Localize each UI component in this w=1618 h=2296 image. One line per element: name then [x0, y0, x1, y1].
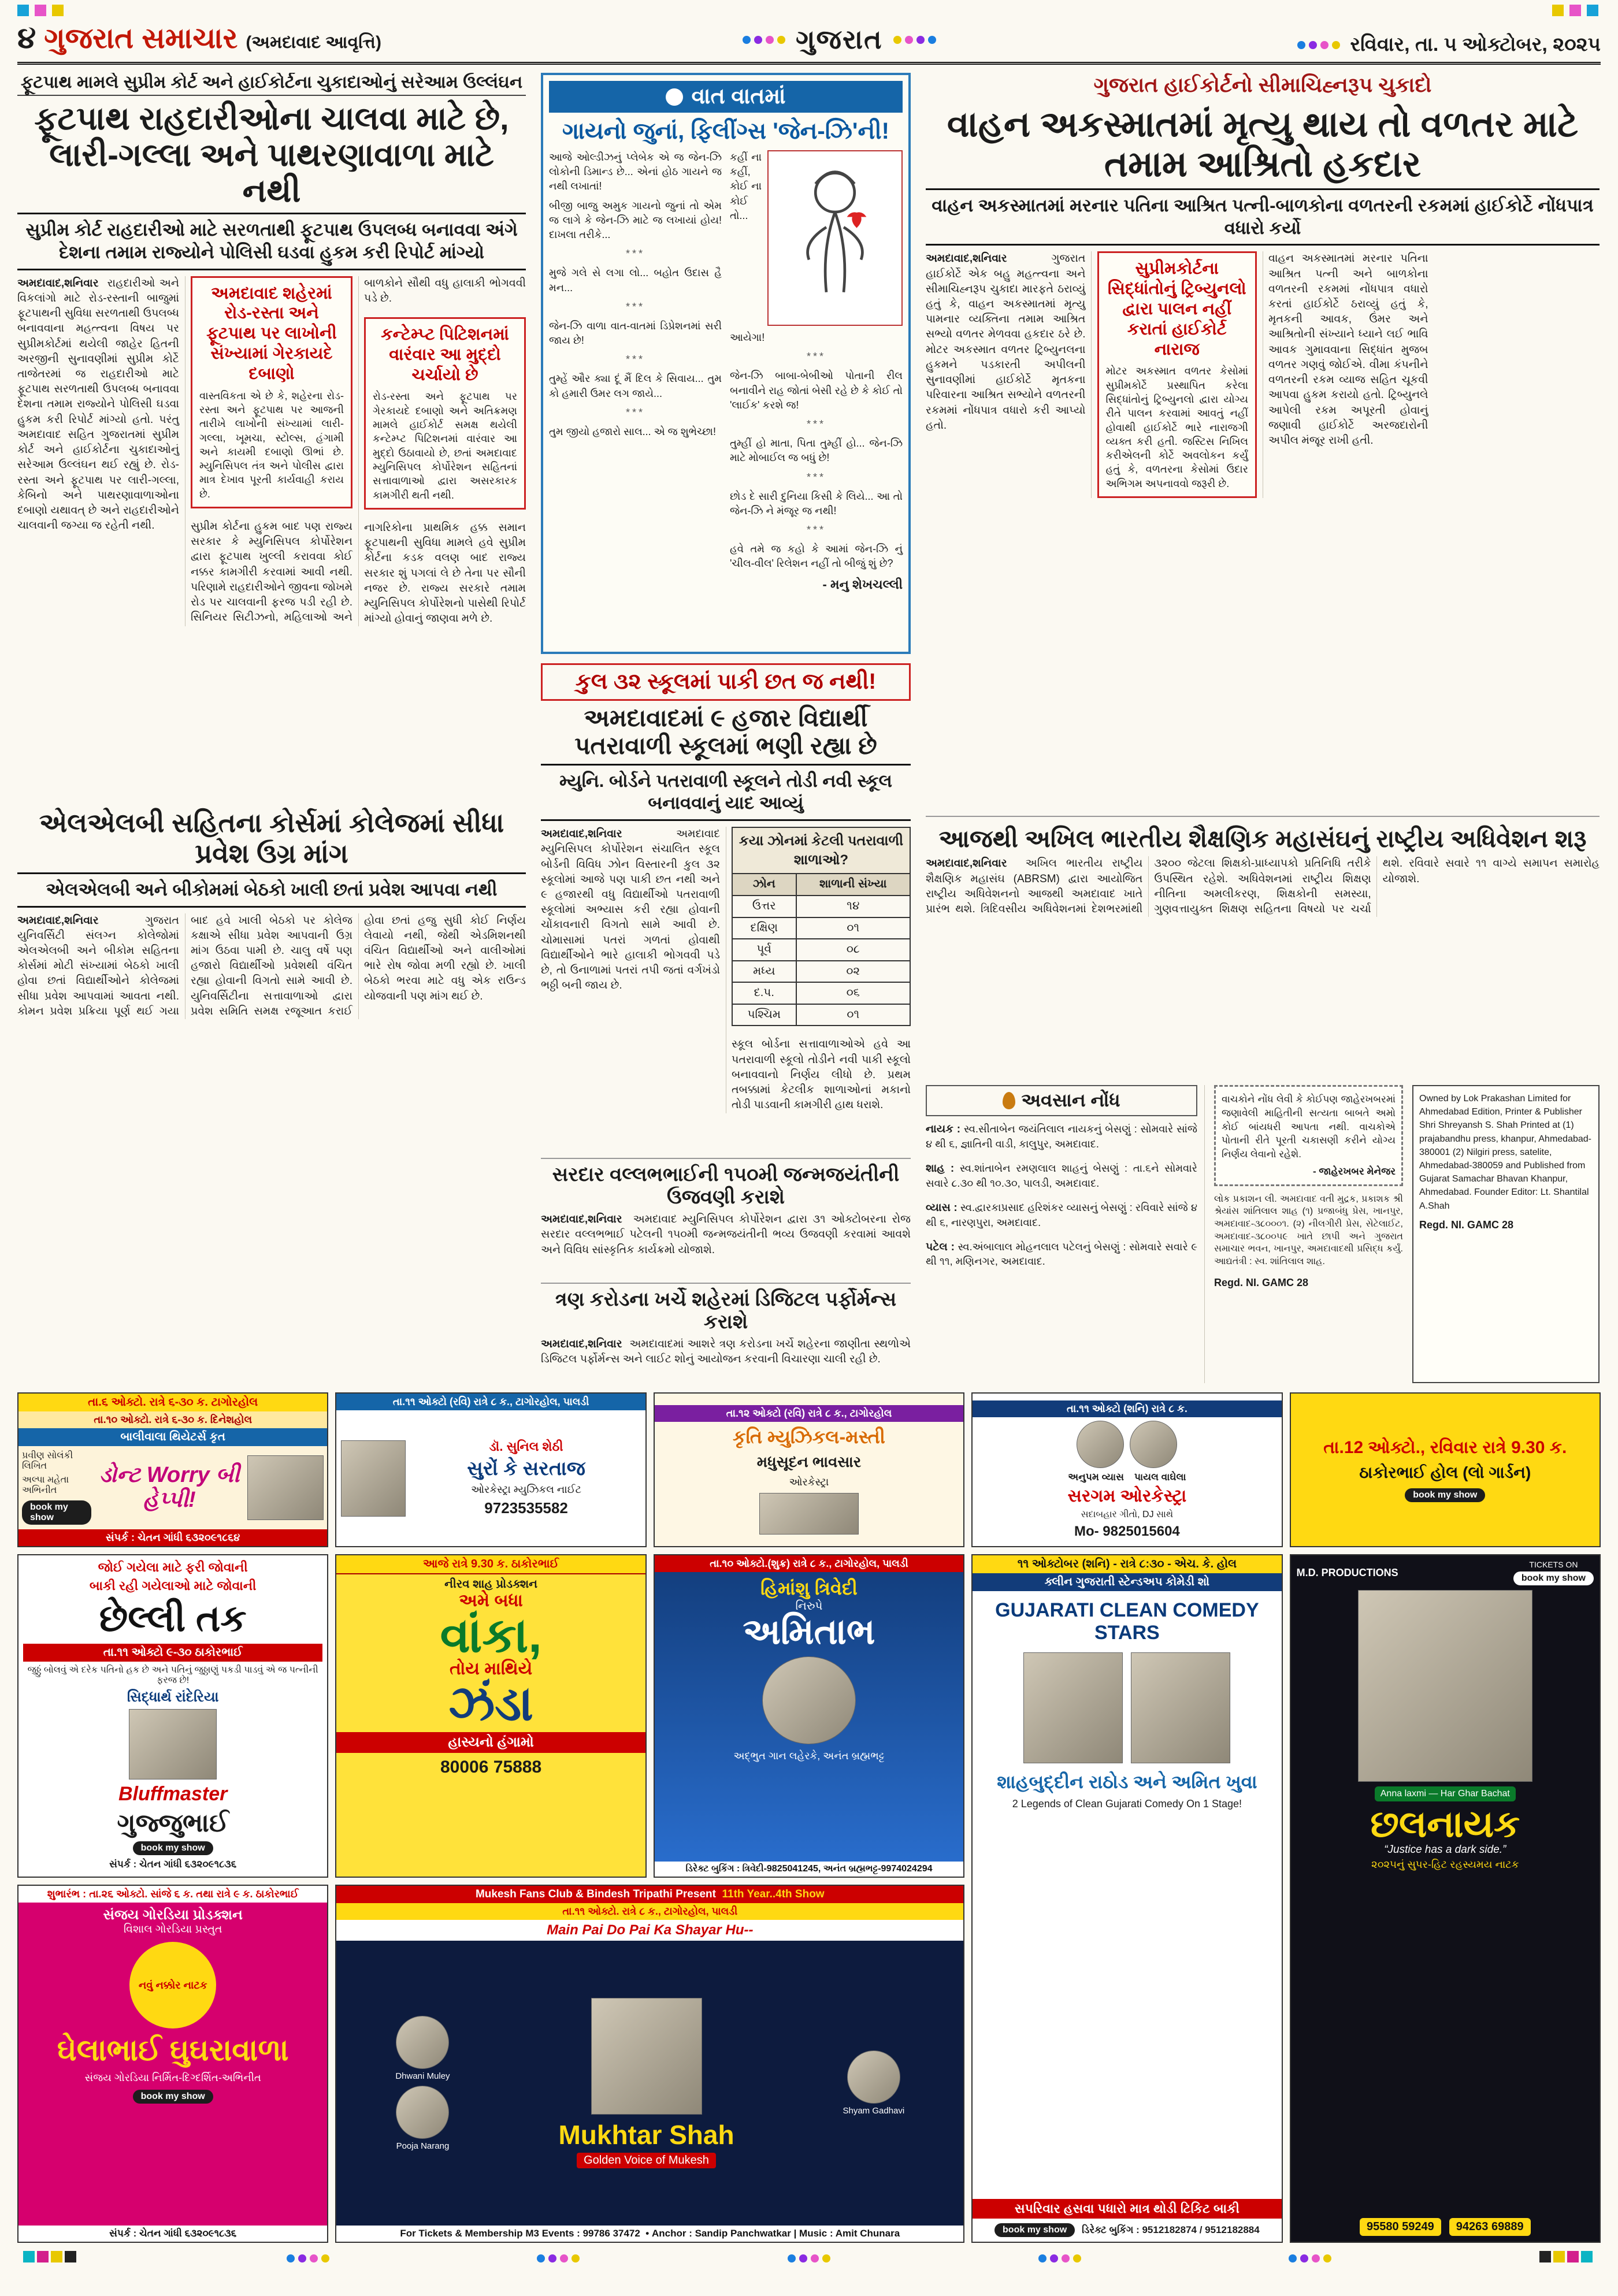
contact-strip: સંપર્ક : ચેતન ગાંધી ૬૩૨૦૯૧૮૩૬ [18, 2226, 327, 2242]
artist-name: Mukhtar Shah [558, 2120, 734, 2150]
superhit-line: ૨૦૨૫નું સુપર-હિટ રહસ્યમય નાટક [1371, 1859, 1519, 1871]
ad-chhalnayak-header [1290, 1392, 1601, 1547]
ad-photo [129, 1709, 217, 1779]
ad-photo [396, 2016, 449, 2069]
schools-subhead: મ્યુનિ. બોર્ડને પતરાવાળી સ્કૂલને તોડી નવી સ્કૂલ બનાવવાનું યાદ આવ્યું [541, 764, 911, 822]
article-footpath [17, 73, 526, 795]
singer [395, 2016, 450, 2151]
contact-strip: સંપર્ક : ચેતન ગાંધી ૬૩૨૦૯૧૮૬૪ [18, 1529, 327, 1546]
comedy-band: હાસ્યનો હંગામો [336, 1732, 645, 1753]
page-number: ૪ [17, 21, 36, 55]
singer [843, 2050, 904, 2116]
vaat-label: વાત વાતમાં [691, 84, 786, 109]
tagline-en: 2 Legends of Clean Gujarati Comedy On 1 Stage! [1012, 1798, 1242, 1810]
adhiveshan-body [926, 856, 1600, 917]
artist-name: પાયલ વાઘેલા [1134, 1471, 1186, 1483]
show-year: 11th Year..4th Show [722, 1888, 825, 1900]
ad-date-strip: તા.૧૧ ઓક્ટો (રવિ) રાત્રે ૮ ક., ટાગોરહોલ, પાલડી [336, 1394, 645, 1410]
singer-name: Dhwani Muley [395, 2071, 450, 2081]
ad-photo [762, 1656, 856, 1744]
ad-date-strip: તા.૧૧ ઓક્ટો ૯-૩૦ ઠાકોરભાઈ [23, 1644, 322, 1662]
digital-headline: ત્રણ કરોડના ખર્ચે શહેરમાં ડિજિટલ પર્ફોર્મન્સ કરાશે [555, 1288, 897, 1333]
tickets-label: TICKETS ON [1529, 1560, 1578, 1569]
adhiveshan-body-text: અખિલ ભારતીય રાષ્ટ્રીય શૈક્ષણિક મહાસંઘ (ABRSM) દ્વારા આયોજિત રાષ્ટ્રીય અધિવેશનનો આજથી અમદાવાદ ખાતે પ્રારંભ થશે. ત્રિદિવસીય અધિવેશનમાં દેશભરમાંથી ૩૨૦૦ જેટલા શિક્ષકો-પ્રાધ્યાપકો પ્રતિનિધિ તરીકે ઉપસ્થિત રહેશે. અધિવેશનમાં રાષ્ટ્રીય શિક્ષણ નીતિના અમલીકરણ, શિક્ષકોની સમસ્યા, ગુણવત્તાયુક્ત શિક્ષણ સહિતના વિષયો પર ચર્ચા થશે. રવિવારે સવારે ૧૧ વાગ્યે સમાપન સમારોહ યોજાશે. [926, 857, 1600, 915]
footpath-box2-body: રોડ-રસ્તા અને ફૂટપાથ પર ગેરકાયદે દબાણો અને અતિક્રમણ મામલે હાઈકોર્ટ સમક્ષ થયેલી કન્ટેમ્પ્ટ પિટિશનમાં વારંવાર આ મુદ્દો ઉઠાવાયો છે, છતાં અમદાવાદ મ્યુનિસિપલ કોર્પોરેશન સહિતનાં સત્તાવાળાઓ દ્વારા અસરકારક કામગીરી થતી નથી. [373, 391, 517, 501]
ad-suron-ke-sartaj [335, 1392, 646, 1547]
verse-line: તુમ જીયો હજારો સાલ... એ જ શુભેચ્છા! [549, 426, 716, 437]
verse-line: મુજે ગલે સે લગા લો... બહોત ઉદાસ હૈ મન... [549, 267, 722, 293]
verse-line: હવે તમે જ કહો કે આમાં જેન-ઝિ નું 'ચીલ-વીલ' રિલેશન નહીં તો બીજું શું છે? [730, 543, 903, 570]
dateline: અમદાવાદ,શનિવાર [541, 828, 622, 841]
verse-separator: *** [806, 471, 826, 483]
promo-line: બાકી રહી ગયેલાઓ માટે જોવાની [89, 1578, 257, 1593]
ad-date-strip: તા.૧૧ ઓક્ટો. રાત્રે ૮ ક., ટાગોરહોલ, પાલડી [336, 1903, 963, 1920]
footpath-body-1: રાહદારીઓ અને વિકલાંગો માટે રોડ-રસ્તાની બાજુમાં ફૂટપાથની સુવિધા સરળતાથી ઉપલબ્ધ બનાવવાના મહત્ત્વના વિષય પર સુપ્રીમકોર્ટમાં થયેલી જાહેર હિતની અરજીની સુનાવણીમાં સુપ્રીમ કોર્ટે તાજેતરમાં જ રાહદારીઓ માટે ફૂટપાથ સરળતાથી ઉપલબ્ધ બનાવવા દેશના તમામ રાજ્યોને પોલિસી ઘડવા હુકમ કરી રિપોર્ટ માંગ્યો હતો. પરંતુ અમદાવાદ સહિત ગુજરાતમાં સુપ્રીમ કોર્ટ અને હાઈકોર્ટના ચુકાદાઓનું સરેઆમ ઉલ્લંઘન થઈ રહ્યું છે. રોડ-રસ્તા અને ફૂટપાથ પર લારી-ગલ્લા, કેબિનો અને પાથરણાવાળાઓના દબાણો યથાવત્ છે અને રાહદારીઓને ચાલવાની જગ્યા જ રહેતી નથી. [17, 277, 180, 532]
table-row: ઉત્તર ૧૪ [732, 896, 910, 917]
table-row: પશ્ચિમ ૦૧ [732, 1004, 910, 1026]
imprint-english: Owned by Lok Prakashan Limited for Ahmedabad Edition, Printer & Publisher Shri Shreyansh S. Shah Printed at (1) prajabandhu press, khanpur, Ahmedabad-380001 (2) Nilgiri press, satelite, Ahmedabad-380059 and Published from Gujarat Samachar Bhavan Khanpur, Ahmedabad. Founder Editor: Lt. Shantilal A.Shah [1419, 1094, 1591, 1211]
accident-box-tribunal [1097, 251, 1257, 498]
verse-separator: *** [625, 354, 645, 366]
verse-line: આજે ઓલ્ડીઝનું પ્લેબેક એ જ જેન-ઝિ લોકોની ડિમાન્ડ છે... એનાં હોઠ ગાયને જ નથી લખાતાં! [549, 151, 722, 192]
ad-date-strip: તા.૧૨ ઓક્ટો (રવિ) રાત્રે ૮ ક., ટાગોરહોલ [655, 1405, 963, 1422]
obituary-entry: શાહ : સ્વ.શાંતાબેન રમણલાલ શાહનું બેસણું : તા.૬ને સોમવારે સવારે ૮.૩૦ થી ૧૦.૩૦, પાલડી, અમદાવાદ. [926, 1162, 1197, 1189]
play-title: ઘેલાભાઈ ઘુઘરાવાળા [57, 2034, 289, 2067]
play-title: ગુજ્જુભાઈ [117, 1809, 229, 1837]
zone-col-header: ઝોન [732, 874, 796, 896]
band-center [541, 73, 911, 1383]
ad-photo [1023, 1652, 1123, 1763]
show-subtitle: ઓરકેસ્ટ્રા [789, 1476, 829, 1488]
schools-body-text: અમદાવાદ મ્યુનિસિપલ કોર્પોરેશન સંચાલિત સ્કૂલ બોર્ડની વિવિધ ઝોન વિસ્તારની કુલ ૩૨ સ્કૂલોમાં આજે પણ પાકી છત નથી અને ૯ હજારથી વધુ વિદ્યાર્થીઓ પતરાવાળી સ્કૂલોમાં અભ્યાસ કરી રહ્યા હોવાની ચોંકાવનારી વિગતો સામે આવી છે. ચોમાસામાં પતરાં ગળતાં હોવાથી વિદ્યાર્થીઓને ભારે હાલાકી ભોગવવી પડે છે, તો ઉનાળામાં પતરાં તપી જતાં વર્ગખંડો ભઠ્ઠી બની જાય છે. [541, 828, 720, 992]
urgency-strip: સપરિવાર હસવા પધારો માત્ર થોડી ટિકિટ બાકી [973, 2199, 1281, 2219]
ad-date-strip: શુભારંભ : તા.૨૬ ઓક્ટો. સાંજે ૬ ક. તથા રાત્રે ૯ ક. ઠાકોરભાઈ [18, 1886, 327, 1903]
anchor-music-credits: Anchor : Sandip Panchwatkar | Music : Amit Chunara [651, 2228, 900, 2239]
writer-credit: પ્રવીણ સોલંકી લિખિત [22, 1451, 73, 1471]
actor-credit: અલ્પા મહેતા અભિનીત [22, 1475, 69, 1495]
regd-number-gu: Regd. NI. GAMC 28 [1214, 1277, 1309, 1289]
phone-number: 80006 75888 [440, 1758, 542, 1777]
comedian-photos [1023, 1652, 1230, 1763]
masthead [17, 15, 1601, 65]
ad-date-strip: ૧૧ ઓક્ટોબર (શનિ) - રાત્રે ૮:૩૦ - એચ. કે. હોલ [973, 1555, 1281, 1573]
article-accident [926, 73, 1600, 807]
article-sardar [541, 1158, 911, 1273]
ad-body [18, 1446, 327, 1529]
bookmyshow-logo: book my show [22, 1500, 91, 1525]
vaat-header-bar [549, 81, 903, 113]
color-dots-right [893, 36, 936, 44]
zone-table-title: કયા ઝોનમાં કેટલી પતરાવાળી શાળાઓ? [732, 827, 911, 873]
accident-body [926, 251, 1600, 498]
notice-body: વાચકોને નોંધ લેવી કે કોઈપણ જાહેરખબરમાં જણાવેલી માહિતીની સત્યતા બાબતે અમો કોઈ બાંયધરી આપતા નથી. વાચકોએ પોતાની રીતે પૂરતી ચકાસણી કરીને યોગ્ય નિર્ણય લેવાનો રહેશે. [1222, 1094, 1396, 1160]
footpath-box-encroachment [191, 276, 352, 508]
production-banner: બાલીવાલા થિયેટર્સ કૃત [18, 1428, 327, 1446]
faces-icon [666, 88, 683, 106]
masthead-left [17, 21, 381, 56]
ad-photo [1130, 1421, 1177, 1468]
registration-marks [17, 2251, 1601, 2265]
phone-number: 95580 59249 [1360, 2218, 1441, 2236]
artist-name: હિમાંશુ ત્રિવેદી [760, 1578, 858, 1599]
footpath-body [17, 276, 526, 627]
diya-icon [1003, 1092, 1015, 1109]
table-row: પૂર્વ ૦૮ [732, 939, 910, 961]
vaat-verses [549, 150, 903, 593]
ad-body [336, 1410, 645, 1546]
table-row: દ.પ. ૦૬ [732, 982, 910, 1004]
count-col-header: શાળાની સંખ્યા [796, 874, 910, 896]
obituary-section [926, 1085, 1205, 1383]
schools-body [541, 827, 911, 1113]
vaat-vaatma-box [541, 73, 911, 654]
ad-photo [396, 2086, 449, 2139]
show-title: સુરોં કે સરતાજ [467, 1458, 585, 1480]
phone-row [1354, 2212, 1537, 2242]
phone-number: 9723535582 [484, 1499, 568, 1517]
ad-photo [1131, 1652, 1230, 1763]
section-title-wrap [743, 24, 936, 56]
verse-line: તુમ્હેં ઔર ક્યા દૂં મૈં દિલ કે સિવાય... તુમ કો હમારી ઉમર લગ જાયે... [549, 373, 722, 399]
show-title: અમિતાભ [743, 1612, 875, 1652]
promo-line: જોઈ ગયેલા માટે ફરી જોવાની [98, 1560, 248, 1574]
band-left [17, 73, 526, 1383]
ad-chhalnayak [1290, 1554, 1601, 2243]
bookmyshow-logo: book my show [1405, 1488, 1485, 1502]
adhiveshan-headline: આજથી અખિલ ભારતીય શૈક્ષણિક મહાસંઘનું રાષ્ટ્રીય અધિવેશન શરૂ [938, 825, 1587, 852]
tickets-chip [1513, 1560, 1594, 1585]
production-credit: નીરવ શાહ પ્રોડક્શન [444, 1578, 538, 1591]
tickets-text: For Tickets & Membership M3 Events : 99786 37472 [400, 2228, 640, 2239]
obituary-title-bar [926, 1085, 1197, 1116]
singer-name: Pooja Narang [396, 2141, 450, 2151]
llb-subhead: એલએલબી અને બીકોમમાં બેઠકો ખાલી છતાં પ્રવેશ આપવા નથી [17, 872, 526, 908]
llb-body [17, 913, 526, 1020]
table-row: મધ્ય ૦૨ [732, 961, 910, 983]
ad-photo [847, 2050, 900, 2104]
venue: ઠાકોરભાઈ હોલ (લો ગાર્ડન) [1359, 1463, 1531, 1481]
presents-strip [336, 1886, 963, 1903]
vaat-left-column [549, 150, 722, 593]
ad-text [411, 1439, 640, 1517]
main-artist [558, 1998, 734, 2168]
cartoon-illustration [767, 150, 903, 326]
ad-date-strip: તા.૬ ઓક્ટો. રાત્રે ૬-૩૦ ક. ટાગોરહોલ [18, 1394, 327, 1411]
show-title: કૃતિ મ્યુઝિકલ-મસ્તી [733, 1426, 885, 1447]
actor-name: સિદ્ધાર્થ રાંદેરિયા [127, 1689, 219, 1705]
production-credit: સંજય ગોરડિયા પ્રોડક્શન [103, 1907, 243, 1923]
verse-separator: *** [806, 524, 826, 536]
color-dots-date [1297, 41, 1340, 49]
verse-line: છોડ દે સારી દુનિયા કિસી કે લિયે... આ તો જેન-ઝિ ને મંજૂર જ નથી! [730, 490, 903, 517]
accident-headline: વાહન અકસ્માતમાં મૃત્યુ થાય તો વળતર માટે તમામ આશ્રિતો હકદાર [947, 105, 1579, 185]
article-digital [541, 1283, 911, 1383]
vaat-right-column [730, 150, 903, 593]
issue-date: રવિવાર, તા. ૫ ઓક્ટોબર, ૨૦૨૫ [1350, 34, 1601, 55]
footpath-body-2: સુપ્રીમ કોર્ટના હુકમ બાદ પણ રાજ્ય સરકાર કે મ્યુનિસિપલ કોર્પોરેશન દ્વારા ફૂટપાથ ખુલ્લી કરાવવા કોઈ નક્કર કામગીરી કરવામાં આવી નથી. પરિણામે રાહદારીઓને જીવના જોખમે રોડ પર ચાલવાની ફરજ પડી રહી છે. સિનિયર સિટીઝનો, મહિલાઓ અને બાળકોને સૌથી વધુ હાલાકી ભોગવવી પડે છે. [191, 277, 526, 624]
tagline: સદાબહાર ગીતો, DJ સાથે [1081, 1509, 1174, 1519]
news-grid [17, 73, 1601, 1383]
article-adhiveshan [926, 816, 1600, 1076]
sardar-headline: સરદાર વલ્લભભાઈની ૧૫૦મી જન્મજયંતીની ઉજવણી કરાશે [552, 1164, 900, 1209]
artist-name: અનુપમ વ્યાસ [1068, 1471, 1124, 1483]
verse-separator: *** [806, 351, 826, 363]
ad-ghelabhai-ghughrawala [17, 1885, 328, 2243]
sub-credits: અદ્ભુત ગાન લહેરકે, અનંત બ્રહ્મભટ્ટ [733, 1750, 885, 1762]
title-part: અમે બધા [459, 1591, 523, 1610]
registration-marks-top-left [17, 5, 66, 16]
footpath-headline: ફૂટપાથ રાહદારીઓના ચાલવા માટે છે, લારી-ગલ્લા અને પાથરણાવાળા માટે નથી [34, 100, 509, 209]
verse-line: બીજી બાજુ અમુક ગાયનો જુનાં તો એમ જ લાગે કે જેન-ઝિ માટે જ લખાયાં હોય! દાખલા તરીકે... [549, 199, 722, 240]
title-part: વાંકા, [440, 1608, 542, 1662]
schools-zone-table [732, 827, 911, 1026]
notice-imprint-column [1214, 1085, 1403, 1383]
tickets-row [990, 2219, 1264, 2242]
section-title: ગુજરાત [795, 24, 883, 54]
dateline: અમદાવાદ,શનિવાર [17, 914, 99, 927]
phone-number: Mo- 9825015604 [1074, 1523, 1180, 1539]
verse-line: કહીં ના કહીં, કોઈ ના કોઈ તો... આયેગા! [730, 151, 765, 343]
presents-label: નિરુપે [795, 1600, 823, 1613]
accident-subhead: વાહન અકસ્માતમાં મરનાર પતિના આશ્રિત પત્ની-બાળકોના વળતરની રકમમાં હાઈકોર્ટે નોંધપાત્ર વધારો કર્યો [926, 188, 1600, 246]
regd-number-en: Regd. NI. GAMC 28 [1419, 1218, 1514, 1231]
show-subtitle: ઓરકેસ્ટ્રા મ્યુઝિકલ નાઈટ [471, 1484, 582, 1495]
contact-line: સંપર્ક : ચેતન ગાંધી ૬૩૨૦૯૧૮૩૬ [109, 1859, 237, 1870]
band-right [926, 73, 1600, 1383]
imprint-gujarati: લોક પ્રકાશન લી. અમદાવાદ વતી મુદ્રક, પ્રકાશક શ્રી શ્રેયાંસ શાંતિલાલ શાહ (૧) પ્રજાબંધુ પ્રેસ, ખાનપુર, અમદાવાદ-૩૮૦૦૦૧. (૨) નીલગીરી પ્રેસ, સેટેલાઈટ, અમદાવાદ-૩૮૦૦૫૯ ખાતે છાપી અને ગુજરાત સમાચાર ભવન, ખાનપુર, અમદાવાદથી પ્રસિદ્ધ કર્યું. આદ્યતંત્રી : સ્વ. શાંતિલાલ શાહ. [1214, 1194, 1403, 1266]
notice-sign: - જાહેરખબર મેનેજર [1313, 1165, 1396, 1177]
ad-mukhtar-shah [335, 1885, 964, 2243]
tickets-strip: For Tickets & Membership M3 Events : 99786 37472 • Anchor : Sandip Panchwatkar | Music : Amit Chunara [336, 2226, 963, 2242]
verse-separator: *** [625, 248, 645, 260]
accident-body-2: વાહન અકસ્માતમાં મરનાર પતિના આશ્રિત પત્ની અને બાળકોના વળતરની રકમમાં નોંધપાત્ર વધારો કરતાં હાઈકોર્ટે ઠરાવ્યું હતું કે, મૃતકની આવક, ઉંમર અને આશ્રિતોની સંખ્યાને ધ્યાને લઈ ભાવિ આવક ગુમાવવાના સિદ્ધાંત મુજબ વળતર ગણવું જોઈએ. વીમા કંપનીને વળતરની રકમ વ્યાજ સહિત ચૂકવી આપવા હુકમ કરાયો હતો. ટ્રિબ્યુનલે આપેલી રકમ અપૂરતી હોવાનું જણાવી હાઈકોર્ટે અરજદારોની અપીલ મંજૂર રાખી હતી. [1268, 252, 1428, 447]
bookmyshow-logo: book my show [133, 2090, 213, 2104]
llb-headline: એલએલબી સહિતના કોર્સમાં કોલેજમાં સીધા પ્રવેશ ઉગ્ર માંગ [39, 808, 504, 868]
ad-photo [759, 1493, 859, 1535]
show-type-band: ક્લીન ગુજરાતી સ્ટેન્ડઅપ કોમેડી શો [973, 1573, 1281, 1591]
color-dots-left [743, 36, 785, 44]
footpath-box1-title: અમદાવાદ શહેરમાં રોડ-રસ્તા અને ફૂટપાથ પર લાખોની સંખ્યામાં ગેરકાયદે દબાણો [206, 284, 337, 383]
orchestra-title: સરગમ ઓરકેસ્ટ્રા [1067, 1486, 1187, 1506]
sardar-body: અમદાવાદ મ્યુનિસિપલ કોર્પોરેશન દ્વારા ૩૧ ઓક્ટોબરના રોજ સરદાર વલ્લભભાઈ પટેલની ૧૫૦મી જન્મજયંતીની ભવ્ય ઉજવણી કરવામાં આવશે અને વિવિધ સાંસ્કૃતિક કાર્યક્રમો યોજાશે. [541, 1213, 911, 1256]
obituary-entry: વ્યાસ : સ્વ.દ્વારકાપ્રસાદ હરિશંકર વ્યાસનું બેસણું : રવિવારે સાંજે ૪ થી ૬, નારણપુરા, અમદાવાદ. [926, 1201, 1197, 1228]
accident-kicker: ગુજરાત હાઈકોર્ટનો સીમાચિહ્નરૂપ ચુકાદો [1093, 73, 1432, 96]
obituary-entry: નાયક : સ્વ.સીતાબેન જયંતિલાલ નાયકનું બેસણું : સોમવારે સાંજે ૪ થી ૬, જ્ઞાતિની વાડી, કાલુપુર, અમદાવાદ. [926, 1123, 1197, 1150]
footpath-kicker: ફૂટપાથ મામલે સુપ્રીમ કોર્ટ અને હાઈકોર્ટના ચુકાદાઓનું સરેઆમ ઉલ્લંઘન [17, 73, 526, 96]
ad-photo [247, 1455, 324, 1520]
ribbon: Golden Voice of Mukesh [577, 2153, 716, 2168]
presents-text: Mukesh Fans Club & Bindesh Tripathi Present [475, 1888, 716, 1900]
ad-date-strip: તા.૧૧ ઓક્ટો (શનિ) રાત્રે ૮ ક. [973, 1400, 1281, 1417]
director-credit: સંજય ગોરડિયા નિર્મિત-દિગ્દર્શિત-અભિનીત [84, 2072, 261, 2084]
ad-photo [1077, 1421, 1124, 1468]
footpath-box2-title: કન્ટેમ્પ્ટ પિટિશનમાં વારંવાર આ મુદ્દો ચર્ચાયો છે [381, 325, 509, 384]
advertiser-notice-box [1214, 1085, 1403, 1186]
obituary-entry: પટેલ : સ્વ.અંબાલાલ મોહનલાલ પટેલનું બેસણું : સોમવારે સવારે ૯ થી ૧૧, મણિનગર, અમદાવાદ. [926, 1240, 1197, 1268]
footpath-body-3: નાગરિકોના પ્રાથમિક હક્ક સમાન ફૂટપાથની સુવિધા મામલે હવે સુપ્રીમ કોર્ટના કડક વલણ બાદ રાજ્ય સરકાર શું પગલાં લે છે તેના પર સૌની નજર છે. રાજ્ય સરકારે તમામ મ્યુનિસિપલ કોર્પોરેશનો પાસેથી રિપોર્ટ માંગ્યો હોવાનું જાણવા મળે છે. [364, 521, 526, 625]
date-wrap [1297, 34, 1601, 56]
obituary-title: અવસાન નોંધ [1021, 1090, 1120, 1110]
ad-date-strip: તા.૧૦ ઓક્ટો.(શુક્ર) રાત્રે ૮ ક., ટાગોરહોલ, પાલડી [655, 1555, 963, 1572]
bookmyshow-logo: book my show [133, 1841, 213, 1855]
registration-marks-top-right [1552, 5, 1601, 16]
ad-photo [1358, 1590, 1532, 1782]
vaat-headline: ગાયનો જુનાં, ફિલીંગ્સ 'જેન-ઝિ'ની! [562, 118, 890, 144]
article-schools [541, 663, 911, 1149]
footpath-subhead: સુપ્રીમ કોર્ટ રાહદારીઓ માટે સરળતાથી ફૂટપાથ ઉપલબ્ધ બનાવવા અંગે દેશના તમામ રાજ્યોને પોલિસી ઘડવા હુકમ કરી રિપોર્ટ માંગ્યો [17, 213, 526, 270]
title-part: ઝંડા [448, 1676, 534, 1730]
booking-strip: ડિરેક્ટ બુકિંગ : ત્રિવેદી-9825041245, અનંત બ્રહ્મભટ્ટ-9974024294 [655, 1862, 963, 1877]
llb-body-text: ગુજરાત યુનિવર્સિટી સંલગ્ન કોલેજોમાં એલએલબી અને બીકોમ સહિતના કોર્સમાં મોટી સંખ્યામાં બેઠકો ખાલી હોવા છતાં વિદ્યાર્થીઓને કોલેજમાં સીધા પ્રવેશ આપવામાં આવતા નથી. કોમન પ્રવેશ પ્રક્રિયા પૂર્ણ થઈ ગયા બાદ હવે ખાલી બેઠકો પર કોલેજ કક્ષાએ સીધા પ્રવેશ આપવાની ઉગ્ર માંગ ઉઠવા પામી છે. ચાલુ વર્ષે પણ હજારો વિદ્યાર્થીઓ પ્રવેશથી વંચિત રહ્યા હોવાની વિગતો સામે આવી છે. યુનિવર્સિટીના સત્તાવાળાઓ દ્વારા પ્રવેશ સમિતિ સમક્ષ રજૂઆત કરાઈ હોવા છતાં હજુ સુધી કોઈ નિર્ણય લેવાયો નથી, જેથી એડમિશનથી વંચિત વિદ્યાર્થીઓ અને વાલીઓમાં ભારે રોષ જોવા મળી રહ્યો છે. ખાલી બેઠકો ભરવા માટે વધુ એક રાઉન્ડ યોજવાની પણ માંગ થઈ છે. [17, 914, 526, 1017]
dateline: અમદાવાદ,શનિવાર [926, 252, 1007, 265]
artist-names [1068, 1472, 1186, 1483]
show-date: તા.12 ઓક્ટો., રવિવાર રાત્રે 9.30 ક. [1323, 1437, 1567, 1457]
phone-number: 94263 69889 [1449, 2218, 1531, 2236]
ad-date-strip: આજે રાત્રે 9.30 ક. ઠાકોરભાઈ [336, 1555, 645, 1574]
title-part: તોય માથિયે [450, 1659, 533, 1678]
ad-top-row [1291, 1555, 1600, 1590]
schools-body-2: સ્કૂલ બોર્ડના સત્તાવાળાઓએ હવે આ પતરાવાળી સ્કૂલો તોડીને નવી પાકી સ્કૂલો બનાવવાનો નિર્ણય લીધો છે. પ્રથમ તબક્કામાં કેટલીક શાળાઓનાં મકાનો તોડી પાડવાની કામગીરી હાથ ધરાશે. [732, 1038, 911, 1112]
vaat-signature: - મનુ શેખચલ્લી [822, 577, 903, 592]
artist-name: ડૉ. સુનિલ શેઠી [489, 1439, 563, 1454]
booking-numbers: ડિરેક્ટ બુકિંગ : 9512182874 / 9512182884 [1082, 2224, 1260, 2235]
bookmyshow-logo: book my show [994, 2223, 1075, 2237]
ad-body [336, 1941, 963, 2226]
advertisements-grid [17, 1392, 1601, 2243]
comedian-names: શાહબુદ્દીન રાઠોડ અને અમિત ખુવા [997, 1771, 1257, 1792]
accident-box-body: મોટર અકસ્માત વળતર કેસોમાં સુપ્રીમકોર્ટે પ્રસ્થાપિત કરેલા સિદ્ધાંતોનું ટ્રિબ્યુનલો દ્વારા યોગ્ય રીતે પાલન કરવામાં આવતું નહીં હોવાથી હાઈકોર્ટે ભારે નારાજગી વ્યક્ત કરી હતી. જસ્ટિસ નિખિલ કરીએલની કોર્ટે અવલોકન કર્યું હતું કે, વળતરના કેસોમાં ઉદાર અભિગમ અપનાવવો જરૂરી છે. [1105, 365, 1248, 489]
edition-label: (અમદાવાદ આવૃત્તિ) [246, 33, 381, 52]
ad-bluffmaster-gujjubhai [17, 1554, 328, 1878]
ad-photo [341, 1440, 406, 1517]
brand-title: Bluffmaster [118, 1783, 228, 1805]
production-credit: M.D. PRODUCTIONS [1296, 1566, 1398, 1578]
dateline: અમદાવાદ,શનિવાર [541, 1213, 622, 1226]
last-chance-title: છેલ્લી તક [99, 1597, 247, 1639]
schools-headline: અમદાવાદમાં ૯ હજાર વિદ્યાર્થી પતરાવાળી સ્કૂલમાં ભણી રહ્યા છે [574, 704, 877, 760]
play-title: ડોન્ટ Worry બી હેપ્પી! [99, 1463, 240, 1512]
tagline-en: “Justice has a dark side.” [1384, 1844, 1506, 1856]
imprint-english-box [1412, 1085, 1600, 1383]
digital-body: અમદાવાદમાં આશરે ત્રણ કરોડના ખર્ચે શહેરના જાણીતા સ્થળોએ ડિજિટલ પર્ફોર્મન્સ અને લાઈટ શોનું આયોજન કરવાની વિચારણા ચાલી રહી છે. [541, 1338, 911, 1366]
accident-body-1: ગુજરાત હાઈકોર્ટે એક બહુ મહત્ત્વના અને સીમાચિહ્નરૂપ ચુકાદા મારફતે ઠરાવ્યું હતું કે, વાહન અકસ્માતમાં મૃત્યુ પામનાર વ્યક્તિના તમામ આશ્રિત સભ્યો વળતર મેળવવા હકદાર ઠરે છે. મોટર અકસ્માત વળતર ટ્રિબ્યુનલના હુકમને પડકારતી અપીલની સુનાવણીમાં હાઈકોર્ટે મૃતકના પરિવારના આશ્રિત સભ્યોને વળતરની રકમમાં નોંધપાત્ર વધારો કરી આપ્યો હતો. [926, 252, 1086, 432]
footpath-box1-body: વાસ્તવિકતા એ છે કે, શહેરના રોડ-રસ્તા અને ફૂટપાથ પર આજની તારીખે લાખોની સંખ્યામાં લારી-ગલ્લા, ખૂમચા, સ્ટોલ્સ, હંગામી અને કાયમી દબાણો ઊભાં છે. મ્યુનિસિપલ તંત્ર અને પોલીસ દ્વારા માત્ર દેખાવ પૂરતી કાર્યવાહી કરાય છે. [199, 389, 344, 500]
ad-ame-badha-vanka [335, 1554, 646, 1878]
artist-name: મધુસૂદન ભાવસાર [756, 1453, 862, 1470]
paper-name: ગુજરાત સમાચાર [44, 22, 238, 54]
tagline: જુઠ્ઠું બોલવું એ દરેક પતિનો હક છે અને પતિનું જુઠ્ઠાણું પકડી પાડવું એ જ પત્નીની ફરજ છે! [27, 1665, 318, 1685]
play-title: છલનાયક [1370, 1803, 1520, 1845]
article-llb [17, 804, 526, 1383]
tagline: Main Pai Do Pai Ka Shayar Hu-- [336, 1920, 963, 1941]
artist-photos [1077, 1421, 1177, 1468]
ad-date-strip: તા.૧૦ ઓક્ટો. રાત્રે ૬-૩૦ ક. દિનેશહોલ [18, 1411, 327, 1428]
schools-boxhead: કુલ ૩૨ સ્કૂલમાં પાકી છત જ નથી! [541, 663, 911, 701]
ad-sargam-orchestra [971, 1392, 1282, 1547]
new-play-circle: નવું નક્કોર નાટક [129, 1942, 216, 2028]
accident-box-title: સુપ્રીમકોર્ટના સિદ્ધાંતોનું ટ્રિબ્યુનલો દ્વારા પાલન નહીં કરાતાં હાઈકોર્ટ નારાજ [1107, 259, 1246, 359]
ad-himanshu-amitabh [654, 1554, 964, 1878]
verse-line: તુમ્હીં હો માતા, પિતા તુમ્હીં હો... જેન-ઝિ માટે મોબાઈલ જ બધું છે! [730, 437, 903, 464]
ad-clean-comedy-stars [971, 1554, 1282, 2243]
show-title: GUJARATI CLEAN COMEDY STARS [995, 1599, 1259, 1644]
ad-dont-worry-be-happy [17, 1392, 328, 1547]
ad-musical-masti [654, 1392, 964, 1547]
footpath-box-contempt [364, 317, 526, 510]
bottom-right-row [926, 1085, 1600, 1383]
verse-separator: *** [625, 406, 645, 418]
verse-line: જેન-ઝિ વાળા વાત-વાતમાં ડિપ્રેશનમાં સરી જાય છે! [549, 319, 722, 347]
verse-line: જેન-ઝિ બાબા-બેબીઓ પોતાની રીલ બનાવીને રાહ જોતાં બેસી રહે છે કે કોઈ તો 'લાઈક' કરશે જ! [730, 370, 903, 411]
presenter-credit: વિશાલ ગોરડિયા પ્રસ્તુત [123, 1923, 222, 1935]
singer-name: Shyam Gadhavi [843, 2106, 905, 2116]
dateline: અમદાવાદ,શનિવાર [926, 857, 1007, 870]
sponsor-chip: Anna laxmi — Har Ghar Bachat [1375, 1786, 1516, 1801]
ad-photo [591, 1998, 702, 2115]
table-row: દક્ષિણ ૦૧ [732, 917, 910, 939]
bookmyshow-logo: book my show [1513, 1571, 1594, 1585]
dateline: અમદાવાદ,શનિવાર [17, 277, 99, 289]
verse-separator: *** [806, 418, 826, 430]
credits [22, 1451, 91, 1525]
verse-separator: *** [625, 300, 645, 313]
dateline: અમદાવાદ,શનિવાર [541, 1338, 622, 1351]
